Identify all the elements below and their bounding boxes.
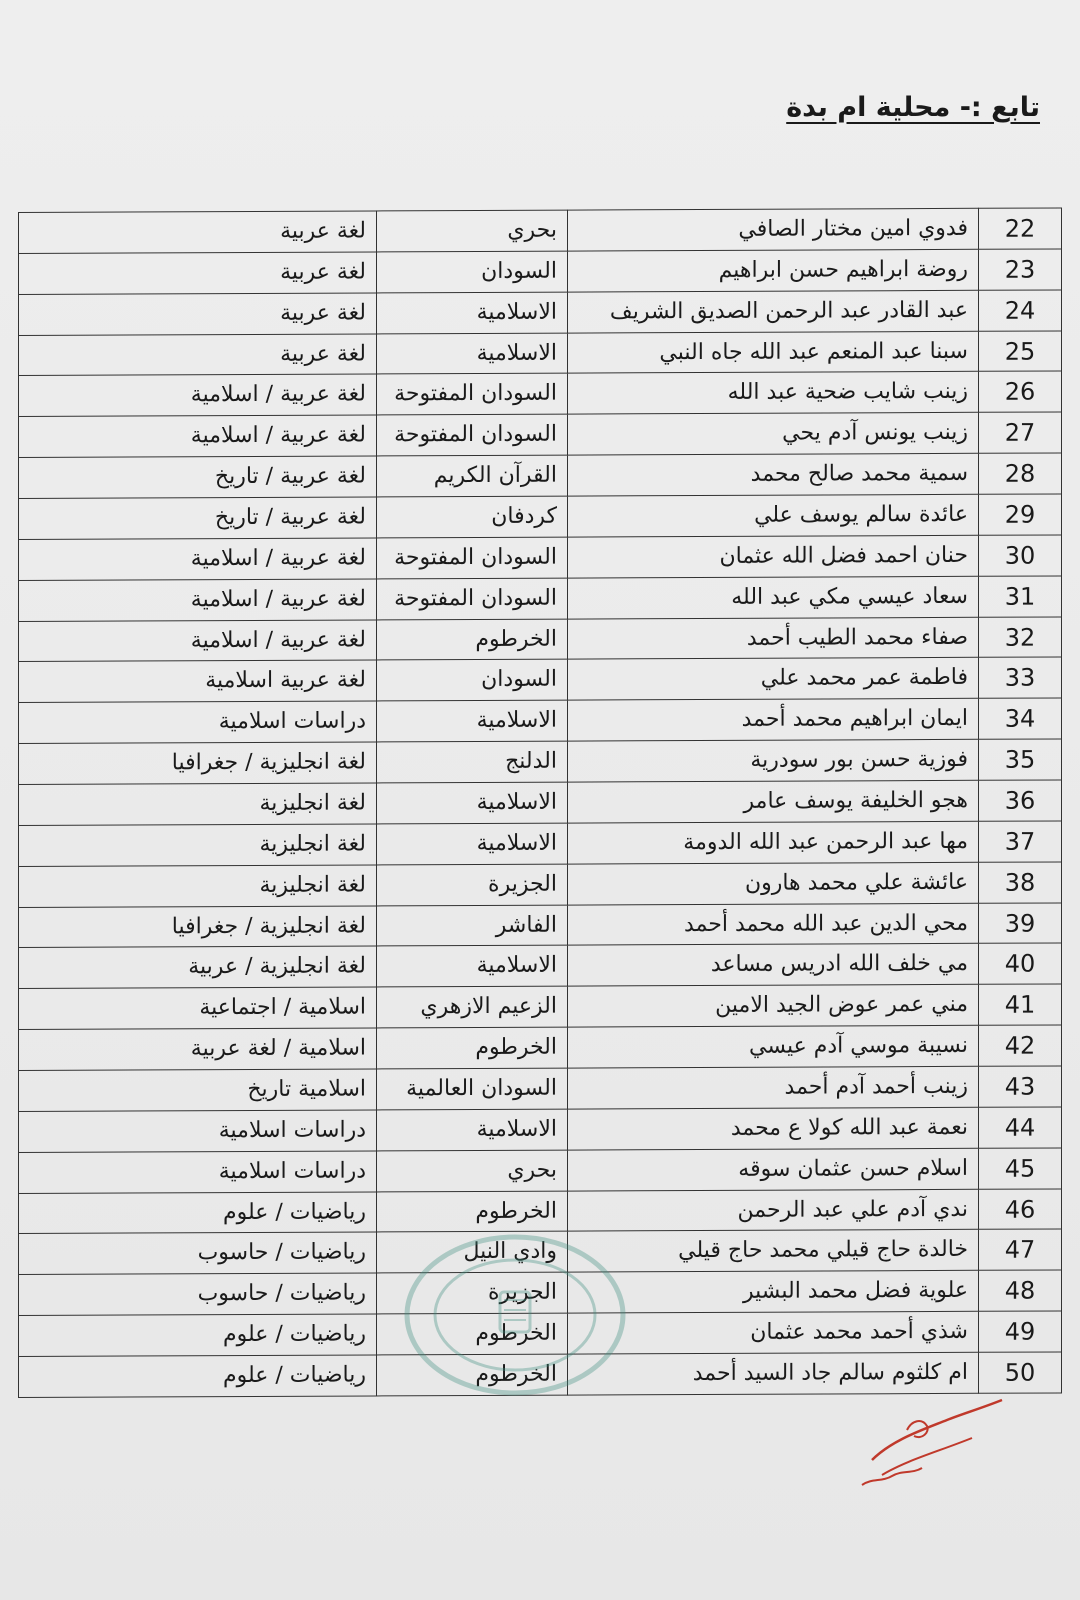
table-row	[19, 494, 1062, 539]
row-number: 45	[979, 1148, 1062, 1189]
handwritten-signature	[852, 1390, 1012, 1500]
table-row	[19, 290, 1062, 335]
teacher-name: نعمة عبد الله كولا ع محمد	[568, 1107, 979, 1150]
row-number: 46	[979, 1189, 1062, 1230]
table-row	[19, 943, 1062, 988]
table-row	[19, 208, 1062, 253]
specialization-cell: لغة عربية اسلامية	[19, 660, 377, 702]
teacher-name: فوزية حسن بور سودرية	[568, 739, 979, 782]
university-cell: الاسلامية	[377, 333, 568, 375]
teacher-name: سمية محمد صالح محمد	[568, 453, 979, 496]
specialization-cell: لغة عربية	[19, 334, 377, 376]
row-number: 37	[979, 821, 1062, 862]
specialization-cell: اسلامية تاريخ	[19, 1069, 377, 1111]
teacher-name: شذي أحمد محمد عثمان	[568, 1312, 979, 1355]
specialization-cell: لغة عربية / اسلامية	[19, 374, 377, 416]
table-row	[19, 862, 1062, 907]
specialization-cell: لغة انجليزية	[19, 783, 377, 825]
teacher-name: زينب يونس آدم يحي	[568, 413, 979, 456]
specialization-cell: لغة عربية / تاريخ	[19, 497, 377, 539]
teacher-name: مي خلف الله ادريس مساعد	[568, 944, 979, 987]
university-cell: القرآن الكريم	[377, 455, 568, 497]
university-cell: الزعيم الازهري	[377, 986, 568, 1028]
teacher-name: ايمان ابراهيم محمد أحمد	[568, 699, 979, 742]
teacher-name: زينب أحمد آدم أحمد	[568, 1066, 979, 1109]
specialization-cell: رياضيات / علوم	[19, 1192, 377, 1234]
teacher-name: زينب شايب ضحية عبد الله	[568, 372, 979, 415]
teacher-name: حنان احمد فضل الله عثمان	[568, 535, 979, 578]
table-row	[19, 984, 1062, 1029]
row-number: 36	[979, 780, 1062, 821]
specialization-cell: دراسات اسلامية	[19, 1151, 377, 1193]
row-number: 43	[979, 1066, 1062, 1107]
teacher-name: مني عمر عوض الجيد الامين	[568, 985, 979, 1028]
row-number: 26	[979, 371, 1062, 412]
specialization-cell: لغة انجليزية / جغرافيا	[19, 742, 377, 784]
table-row	[19, 739, 1062, 784]
row-number: 23	[979, 249, 1062, 290]
teacher-name: نسيبة موسي آدم عيسي	[568, 1025, 979, 1068]
row-number: 50	[979, 1352, 1062, 1393]
row-number: 32	[979, 617, 1062, 658]
university-cell: الخرطوم	[377, 1191, 568, 1233]
row-number: 24	[979, 290, 1062, 331]
teacher-name: صفاء محمد الطيب أحمد	[568, 617, 979, 660]
teacher-name: روضة ابراهيم حسن ابراهيم	[568, 249, 979, 292]
teacher-name: فاطمة عمر محمد علي	[568, 658, 979, 701]
table-row	[19, 1148, 1062, 1193]
row-number: 22	[979, 208, 1062, 249]
row-number: 27	[979, 412, 1062, 453]
row-number: 41	[979, 984, 1062, 1025]
university-cell: كردفان	[377, 496, 568, 538]
table-row	[19, 1189, 1062, 1234]
specialization-cell: لغة عربية	[19, 293, 377, 335]
row-number: 42	[979, 1025, 1062, 1066]
table-row	[19, 1352, 1062, 1397]
university-cell: الخرطوم	[377, 1313, 568, 1355]
teachers-table	[18, 207, 1062, 1398]
teacher-name: محي الدين عبد الله محمد أحمد	[568, 903, 979, 946]
table-row	[19, 535, 1062, 580]
university-cell: الاسلامية	[377, 782, 568, 824]
table-row	[19, 331, 1062, 376]
university-cell: السودان المفتوحة	[377, 537, 568, 579]
teacher-name: عائشة علي محمد هارون	[568, 862, 979, 905]
specialization-cell: لغة انجليزية	[19, 824, 377, 866]
row-number: 48	[979, 1270, 1062, 1311]
table-row	[19, 1107, 1062, 1152]
specialization-cell: رياضيات / حاسوب	[19, 1273, 377, 1315]
teacher-name: سعاد عيسي مكي عبد الله	[568, 576, 979, 619]
table-body	[19, 208, 1062, 1398]
table-row	[19, 412, 1062, 457]
row-number: 29	[979, 494, 1062, 535]
university-cell: السودان العالمية	[377, 1068, 568, 1110]
table-row	[19, 1066, 1062, 1111]
table-row	[19, 821, 1062, 866]
university-cell: الخرطوم	[377, 619, 568, 661]
teacher-name: عائدة سالم يوسف علي	[568, 494, 979, 537]
specialization-cell: لغة عربية / اسلامية	[19, 620, 377, 662]
specialization-cell: رياضيات / علوم	[19, 1314, 377, 1356]
row-number: 28	[979, 453, 1062, 494]
university-cell: السودان المفتوحة	[377, 578, 568, 620]
teacher-name: مها عبد الرحمن عبد الله الدومة	[568, 821, 979, 864]
row-number: 39	[979, 903, 1062, 944]
university-cell: الاسلامية	[377, 292, 568, 334]
university-cell: بحري	[377, 210, 568, 252]
teachers-table-wrap	[18, 207, 1062, 1398]
row-number: 35	[979, 739, 1062, 780]
table-row	[19, 1311, 1062, 1356]
specialization-cell: لغة عربية / تاريخ	[19, 456, 377, 498]
teacher-name: ام كلثوم سالم جاد السيد أحمد	[568, 1352, 979, 1395]
row-number: 49	[979, 1311, 1062, 1352]
specialization-cell: دراسات اسلامية	[19, 1110, 377, 1152]
specialization-cell: لغة انجليزية	[19, 865, 377, 907]
table-row	[19, 903, 1062, 948]
university-cell: الخرطوم	[377, 1354, 568, 1396]
row-number: 40	[979, 943, 1062, 984]
specialization-cell: لغة انجليزية / عربية	[19, 946, 377, 988]
specialization-cell: رياضيات / علوم	[19, 1355, 377, 1397]
teacher-name: هجو الخليفة يوسف عامر	[568, 780, 979, 823]
table-row	[19, 1025, 1062, 1070]
university-cell: الاسلامية	[377, 823, 568, 865]
table-row	[19, 453, 1062, 498]
university-cell: وادي النيل	[377, 1232, 568, 1274]
specialization-cell: لغة انجليزية / جغرافيا	[19, 906, 377, 948]
specialization-cell: رياضيات / حاسوب	[19, 1232, 377, 1274]
table-row	[19, 249, 1062, 294]
row-number: 47	[979, 1229, 1062, 1270]
university-cell: الفاشر	[377, 905, 568, 947]
university-cell: الجزيرة	[377, 864, 568, 906]
specialization-cell: لغة عربية	[19, 211, 377, 253]
row-number: 38	[979, 862, 1062, 903]
specialization-cell: اسلامية / لغة عربية	[19, 1028, 377, 1070]
university-cell: السودان	[377, 251, 568, 293]
table-row	[19, 576, 1062, 621]
page-heading: تابع :- محلية ام بدة	[786, 92, 1040, 123]
university-cell: السودان المفتوحة	[377, 414, 568, 456]
row-number: 30	[979, 535, 1062, 576]
table-row	[19, 617, 1062, 662]
teacher-name: خالدة حاج قيلي محمد حاج قيلي	[568, 1230, 979, 1273]
teacher-name: عبد القادر عبد الرحمن الصديق الشريف	[568, 290, 979, 333]
table-row	[19, 698, 1062, 743]
specialization-cell: لغة عربية / اسلامية	[19, 579, 377, 621]
university-cell: الاسلامية	[377, 700, 568, 742]
row-number: 44	[979, 1107, 1062, 1148]
table-row	[19, 1229, 1062, 1274]
teacher-name: فدوي امين مختار الصافي	[568, 208, 979, 251]
teacher-name: ندي آدم علي عبد الرحمن	[568, 1189, 979, 1232]
university-cell: الاسلامية	[377, 946, 568, 988]
specialization-cell: لغة عربية / اسلامية	[19, 415, 377, 457]
university-cell: الاسلامية	[377, 1109, 568, 1151]
teacher-name: علوية فضل محمد البشير	[568, 1271, 979, 1314]
row-number: 25	[979, 331, 1062, 372]
specialization-cell: دراسات اسلامية	[19, 701, 377, 743]
teacher-name: سبنا عبد المنعم عبد الله جاه النبي	[568, 331, 979, 374]
university-cell: السودان المفتوحة	[377, 374, 568, 416]
university-cell: بحري	[377, 1150, 568, 1192]
table-row	[19, 780, 1062, 825]
row-number: 34	[979, 698, 1062, 739]
university-cell: الدلنج	[377, 741, 568, 783]
university-cell: السودان	[377, 660, 568, 702]
row-number: 33	[979, 657, 1062, 698]
specialization-cell: اسلامية / اجتماعية	[19, 987, 377, 1029]
specialization-cell: لغة عربية / اسلامية	[19, 538, 377, 580]
table-row	[19, 1270, 1062, 1315]
university-cell: الخرطوم	[377, 1027, 568, 1069]
teacher-name: اسلام حسن عثمان سوقه	[568, 1148, 979, 1191]
table-row	[19, 657, 1062, 702]
specialization-cell: لغة عربية	[19, 252, 377, 294]
table-row	[19, 371, 1062, 416]
row-number: 31	[979, 576, 1062, 617]
university-cell: الجزيرة	[377, 1272, 568, 1314]
